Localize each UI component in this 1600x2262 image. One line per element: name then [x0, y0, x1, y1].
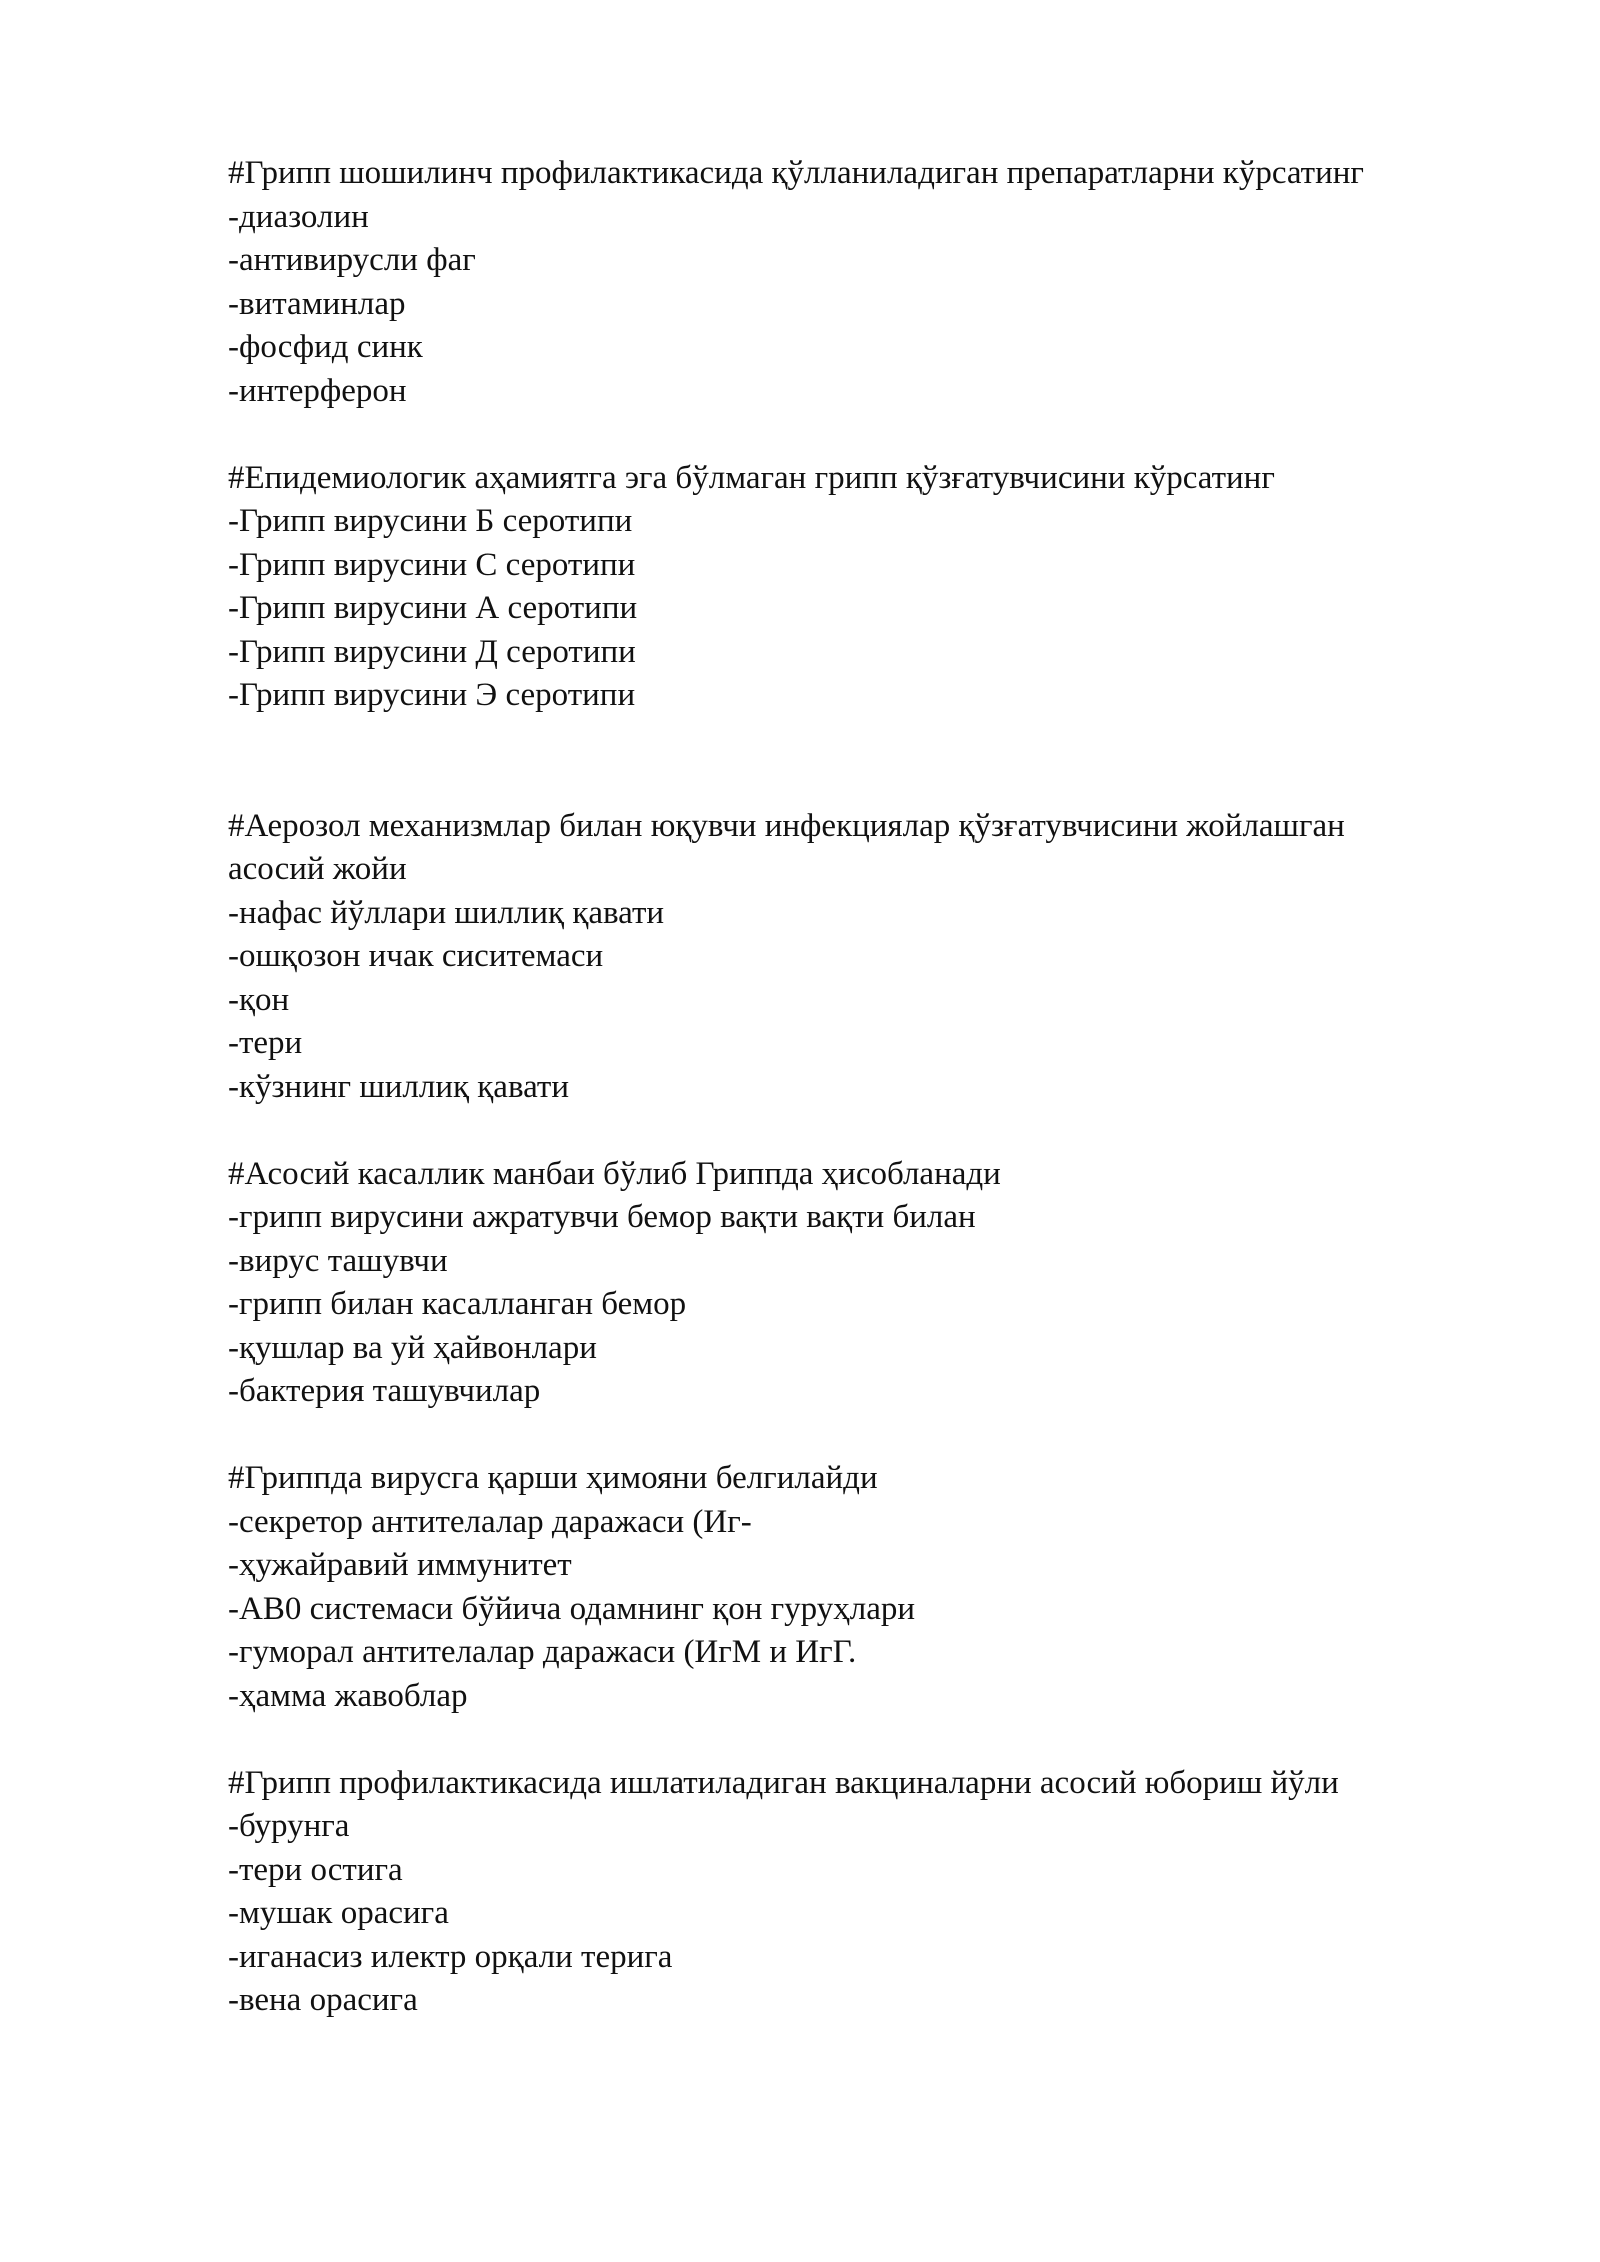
- question-text: #Грипп профилактикасида ишлатиладиган вакциналарни асосий юбориш йўли: [228, 1764, 1339, 1801]
- answer-option: -гуморал антителалар даражаси (ИгМ и ИгГ.: [228, 1634, 857, 1670]
- answer-option: -интерферон: [228, 372, 407, 409]
- document-page: [228, 152, 1488, 2023]
- answer-option: -ошқозон ичак сиситемаси: [228, 938, 604, 974]
- answer-option: -Грипп вирусини А серотипи: [228, 590, 638, 626]
- paragraph-gap: [228, 413, 1488, 457]
- question-text: #Грипп шошилинч профилактикасида қўлланиладиган препаратларни кўрсатинг: [228, 155, 1364, 191]
- answer-option: -мушак орасига: [228, 1895, 449, 1931]
- answer-option: -витаминлар: [228, 285, 406, 322]
- question-block: [228, 805, 1488, 1110]
- answer-option: -Грипп вирусини Б серотипи: [228, 503, 633, 539]
- answer-option: -антивирусли фаг: [228, 242, 476, 278]
- paragraph-gap: [228, 1414, 1488, 1458]
- question-text: #Асосий касаллик манбаи бўлиб Гриппда ҳисобланади: [228, 1155, 1001, 1192]
- answer-option: -бурунга: [228, 1808, 350, 1844]
- paragraph-gap: [228, 1718, 1488, 1762]
- answer-option: -Грипп вирусини Э серотипи: [228, 677, 636, 713]
- answer-option: -ҳамма жавоблар: [228, 1677, 468, 1714]
- question-block: [228, 152, 1488, 413]
- answer-option: -вена орасига: [228, 1982, 418, 2018]
- answer-option: -вирус ташувчи: [228, 1242, 448, 1279]
- answer-option: -иганасиз илектр орқали терига: [228, 1938, 673, 1975]
- answer-option: -грипп билан касалланган бемор: [228, 1286, 687, 1322]
- answer-option: -қушлар ва уй ҳайвонлари: [228, 1329, 597, 1366]
- answer-option: -АВ0 системаси бўйича одамнинг қон гуруҳлари: [228, 1590, 916, 1627]
- answer-option: -бактерия ташувчилар: [228, 1373, 541, 1409]
- paragraph-gap: [228, 718, 1488, 805]
- answer-option: -фосфид синк: [228, 329, 423, 365]
- answer-option: -тери: [228, 1025, 303, 1061]
- answer-option: -қон: [228, 981, 290, 1018]
- question-block: [228, 457, 1488, 718]
- question-block: [228, 1457, 1488, 1718]
- answer-option: -секретор антителалар даражаси (Иг-: [228, 1503, 752, 1540]
- paragraph-gap: [228, 1109, 1488, 1153]
- question-text: #Аерозол механизмлар билан юқувчи инфекциялар қўзғатувчисини жойлашган асосий жойи: [228, 807, 1354, 887]
- question-block: [228, 1153, 1488, 1414]
- question-text: #Епидемиологик аҳамиятга эга бўлмаган грипп қўзғатувчисини кўрсатинг: [228, 459, 1275, 496]
- answer-option: -грипп вирусини ажратувчи бемор вақти вақти билан: [228, 1199, 976, 1235]
- answer-option: -нафас йўллари шиллиқ қавати: [228, 894, 665, 931]
- answer-option: -Грипп вирусини С серотипи: [228, 546, 636, 583]
- question-text: #Гриппда вирусга қарши ҳимояни белгилайди: [228, 1460, 878, 1496]
- answer-option: -ҳужайравий иммунитет: [228, 1547, 572, 1583]
- answer-option: -тери остига: [228, 1851, 403, 1888]
- answer-option: -кўзнинг шиллиқ қавати: [228, 1068, 569, 1105]
- answer-option: -Грипп вирусини Д серотипи: [228, 633, 636, 670]
- answer-option: -диазолин: [228, 198, 369, 235]
- question-block: [228, 1762, 1488, 2023]
